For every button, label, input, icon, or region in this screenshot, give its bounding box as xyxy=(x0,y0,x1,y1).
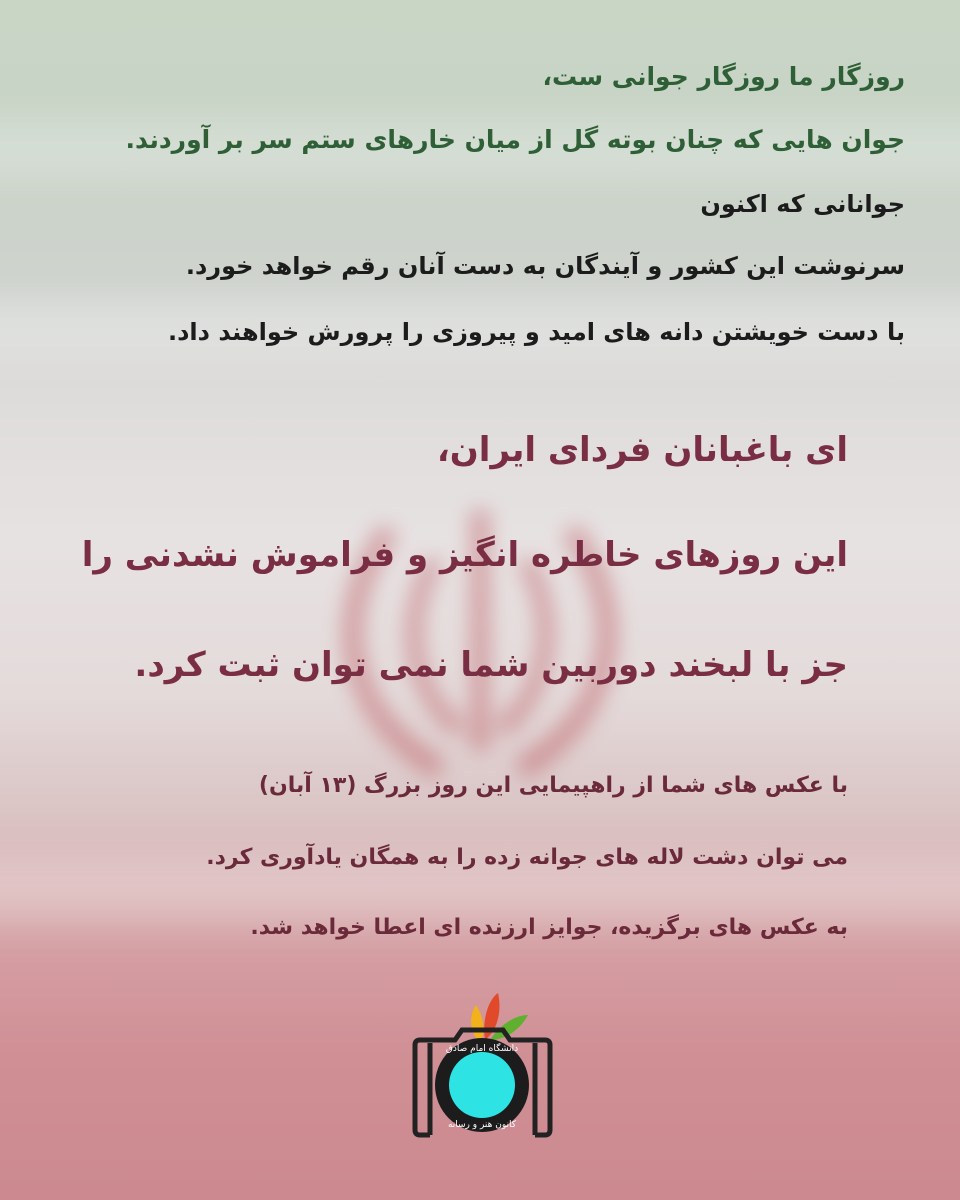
logo-leaf-icon xyxy=(471,1005,483,1043)
logo-lens xyxy=(449,1052,515,1118)
body-line: با دست خویشتن دانه های امید و پیروزی را پرورش خواهند داد. xyxy=(167,318,905,346)
camera-logo xyxy=(410,985,555,1145)
intro-line: جوان هایی که چنان بوته گل از میان خارهای ستم سر بر آوردند. xyxy=(125,125,905,154)
highlight-text xyxy=(82,535,848,575)
logo-ring-bottom: کانون هنر و رسانه xyxy=(447,1120,517,1130)
invite-line: به عکس های برگزیده، جوایز ارزنده ای اعطا خواهد شد. xyxy=(250,915,848,940)
highlight-text xyxy=(437,430,848,470)
highlight-line: ای باغبانان فردای ایران، xyxy=(436,430,848,470)
body-text xyxy=(168,318,905,346)
intro-text xyxy=(543,62,905,91)
invite-text xyxy=(206,845,848,870)
invite-line: با عکس های شما از راهپیمایی این روز بزرگ (۱۳ آبان) xyxy=(258,773,848,798)
body-text xyxy=(700,190,905,218)
flag-emblem xyxy=(320,470,640,790)
intro-line: روزگار ما روزگار جوانی ست، xyxy=(542,62,905,91)
highlight-line: این روزهای خاطره انگیز و فراموش نشدنی را xyxy=(81,535,848,575)
invite-text xyxy=(259,773,848,798)
intro-text xyxy=(126,125,905,154)
invite-line: می توان دشت لاله های جوانه زده را به همگان یادآوری کرد. xyxy=(206,845,848,870)
highlight-text xyxy=(134,645,848,685)
logo-ring-top: دانشگاه امام صادق xyxy=(445,1044,519,1054)
invite-text xyxy=(250,915,848,940)
body-line: سرنوشت این کشور و آیندگان به دست آنان رقم خواهد خورد. xyxy=(185,252,905,280)
highlight-line: جز با لبخند دوربین شما نمی توان ثبت کرد. xyxy=(134,645,848,685)
body-line: جوانانی که اکنون xyxy=(700,190,905,218)
body-text xyxy=(186,252,905,280)
